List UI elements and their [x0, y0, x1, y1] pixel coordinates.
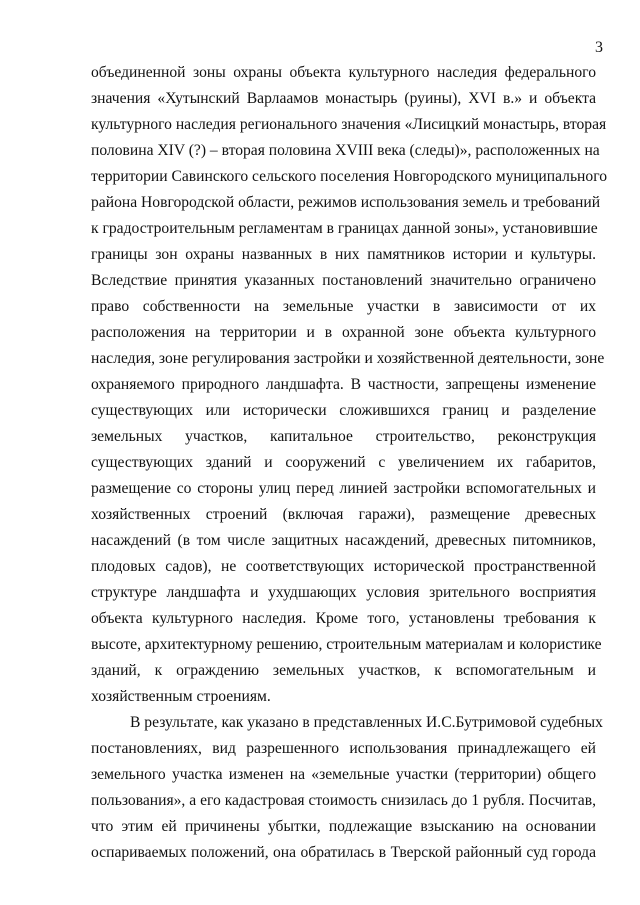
text-line: земельных участков, капитальное строительство, реконструкция — [91, 428, 596, 445]
text-line: культурного наследия регионального значения «Лисицкий монастырь, вторая — [91, 116, 607, 133]
text-line: право собственности на земельные участки в зависимости от их — [91, 298, 596, 315]
text-line: существующих или исторически сложившихся границ и разделение — [91, 402, 596, 419]
text-line: плодовых садов), не соответствующих исторической пространственной — [91, 558, 596, 575]
text-line: значения «Хутынский Варлаамов монастырь (руины), XVI в.» и объекта — [91, 90, 596, 107]
text-line: к градостроительным регламентам в границах данной зоны», установившие — [91, 220, 598, 237]
text-line: оспариваемых положений, она обратилась в Тверской районный суд города — [91, 844, 596, 861]
text-line: пользования», а его кадастровая стоимость снизилась до 1 рубля. Посчитав, — [91, 792, 596, 809]
text-line: Вследствие принятия указанных постановлений значительно ограничено — [91, 272, 596, 289]
paragraph-2 — [91, 710, 603, 866]
text-line: земельного участка изменен на «земельные участки (территории) общего — [91, 766, 596, 783]
paragraph-1 — [91, 60, 608, 710]
text-line: высоте, архитектурному решению, строительным материалам и колористике — [91, 636, 602, 653]
page-number: 3 — [595, 39, 603, 56]
text-line: охраняемого природного ландшафта. В частности, запрещены изменение — [91, 376, 596, 393]
text-line: объединенной зоны охраны объекта культурного наследия федерального — [91, 64, 596, 81]
text-line: территории Савинского сельского поселения Новгородского муниципального — [91, 168, 608, 185]
text-line: объекта культурного наследия. Кроме того, установлены требования к — [91, 610, 596, 627]
text-line: наследия, зоне регулирования застройки и хозяйственной деятельности, зоне — [91, 350, 605, 367]
text-line: расположения на территории и в охранной зоне объекта культурного — [91, 324, 596, 341]
document-body — [91, 60, 608, 866]
text-line: размещение со стороны улиц перед линией застройки вспомогательных и — [91, 480, 596, 497]
text-line: зданий, к ограждению земельных участков, к вспомогательным и — [91, 662, 596, 679]
text-line: границы зон охраны названных в них памятников истории и культуры. — [91, 246, 596, 263]
text-line: хозяйственным строениям. — [91, 688, 271, 705]
text-line: существующих зданий и сооружений с увеличением их габаритов, — [91, 454, 596, 471]
text-line: что этим ей причинены убытки, подлежащие взысканию на основании — [91, 818, 596, 835]
text-line: структуре ландшафта и ухудшающих условия зрительного восприятия — [91, 584, 596, 601]
text-line: половина XIV (?) – вторая половина XVIII века (следы)», расположенных на — [91, 142, 600, 159]
text-line: насаждений (в том числе защитных насаждений, древесных питомников, — [91, 532, 596, 549]
text-line: хозяйственных строений (включая гаражи), размещение древесных — [91, 506, 596, 523]
text-line: постановлениях, вид разрешенного использования принадлежащего ей — [91, 740, 596, 757]
text-line: В результате, как указано в представленных И.С.Бутримовой судебных — [130, 714, 603, 731]
text-line: района Новгородской области, режимов использования земель и требований — [91, 194, 601, 211]
